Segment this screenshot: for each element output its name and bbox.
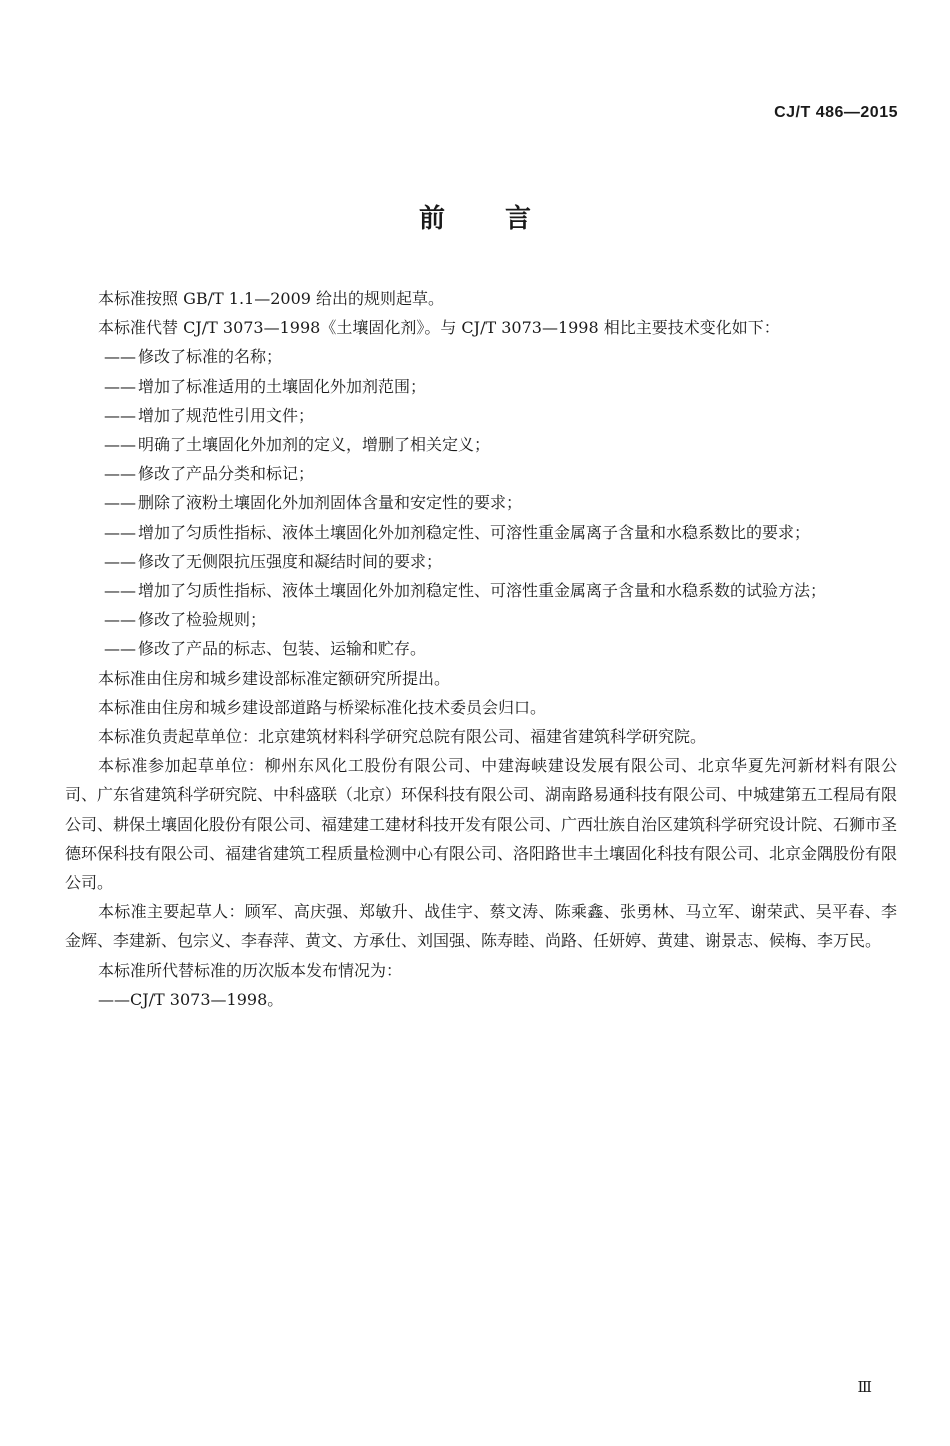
change-item <box>65 605 897 634</box>
history-text: CJ/T 3073—1998。 <box>130 989 284 1009</box>
committee-paragraph: 本标准由住房和城乡建设部道路与桥梁标准化技术委员会归口。 <box>98 697 547 717</box>
change-text: 修改了检验规则； <box>138 610 267 630</box>
dash-mark: —— <box>104 376 136 396</box>
dash-mark: —— <box>98 989 130 1009</box>
change-item <box>65 547 897 576</box>
change-text: 修改了产品的标志、包装、运输和贮存。 <box>138 639 427 659</box>
change-item <box>65 430 897 459</box>
change-text: 明确了土壤固化外加剂的定义，增删了相关定义； <box>138 435 491 455</box>
version-history-item <box>65 985 897 1014</box>
change-item <box>65 459 897 488</box>
change-item <box>65 634 897 663</box>
change-item <box>65 372 897 401</box>
version-history-intro: 本标准所代替标准的历次版本发布情况为： <box>98 960 403 980</box>
document-body <box>65 284 897 1014</box>
dash-mark: —— <box>104 493 136 513</box>
page-title: 前言 <box>418 204 591 234</box>
intro-paragraph: 本标准按照 GB/T 1.1—2009 给出的规则起草。 <box>98 289 445 308</box>
change-text: 删除了液粉土壤固化外加剂固体含量和安定性的要求； <box>138 493 523 513</box>
dash-mark: —— <box>104 464 136 484</box>
standard-code: CJ/T 486—2015 <box>774 104 898 121</box>
dash-mark: —— <box>104 347 136 367</box>
lead-drafting-units: 本标准负责起草单位：北京建筑材料科学研究总院有限公司、福建省建筑科学研究院。 <box>98 727 707 747</box>
dash-mark: —— <box>104 522 136 542</box>
change-text: 增加了匀质性指标、液体土壤固化外加剂稳定性、可溶性重金属离子含量和水稳系数比的要求； <box>138 522 811 542</box>
dash-mark: —— <box>104 435 136 455</box>
participating-drafting-units: 本标准参加起草单位：柳州东风化工股份有限公司、中建海峡建设发展有限公司、北京华夏先河新材料有限公司、广东省建筑科学研究院、中科盛联（北京）环保科技有限公司、湖南路易通科技有限公司、中城建第五工程局有限公司、耕保土壤固化股份有限公司、福建建工建材科技开发有限公司、广西壮族自治区建筑科学研究设计院、石狮市圣德环保科技有限公司、福建省建筑工程质量检测中心有限公司、洛阳路世丰土壤固化科技有限公司、北京金隅股份有限公司。 <box>65 756 898 893</box>
dash-mark: —— <box>104 581 136 601</box>
change-text: 修改了标准的名称； <box>138 347 283 367</box>
main-drafters: 本标准主要起草人：顾军、高庆强、郑敏升、战佳宇、蔡文涛、陈乘鑫、张勇林、马立军、谢荣武、吴平春、李金辉、李建新、包宗义、李春萍、黄文、方承仕、刘国强、陈寿睦、尚路、任妍婷、黄建、谢景志、候梅、李万民。 <box>65 902 897 951</box>
page-number: Ⅲ <box>857 1378 872 1396</box>
change-text: 增加了规范性引用文件； <box>138 405 315 425</box>
dash-mark: —— <box>104 551 136 571</box>
change-item <box>65 518 897 547</box>
change-item <box>65 576 897 605</box>
dash-mark: —— <box>104 639 136 659</box>
change-list <box>65 342 897 663</box>
intro-paragraph: 本标准代替 CJ/T 3073—1998《土壤固化剂》。与 CJ/T 3073—1998 相比主要技术变化如下： <box>98 318 780 338</box>
change-item <box>65 401 897 430</box>
change-text: 修改了产品分类和标记； <box>138 464 315 484</box>
dash-mark: —— <box>104 405 136 425</box>
change-item <box>65 342 897 371</box>
change-text: 增加了匀质性指标、液体土壤固化外加剂稳定性、可溶性重金属离子含量和水稳系数的试验方法； <box>138 581 827 601</box>
change-item <box>65 488 897 517</box>
change-text: 修改了无侧限抗压强度和凝结时间的要求； <box>138 551 443 571</box>
dash-mark: —— <box>104 610 136 630</box>
change-text: 增加了标准适用的土壤固化外加剂范围； <box>138 376 427 396</box>
proposer-paragraph: 本标准由住房和城乡建设部标准定额研究所提出。 <box>98 668 451 688</box>
